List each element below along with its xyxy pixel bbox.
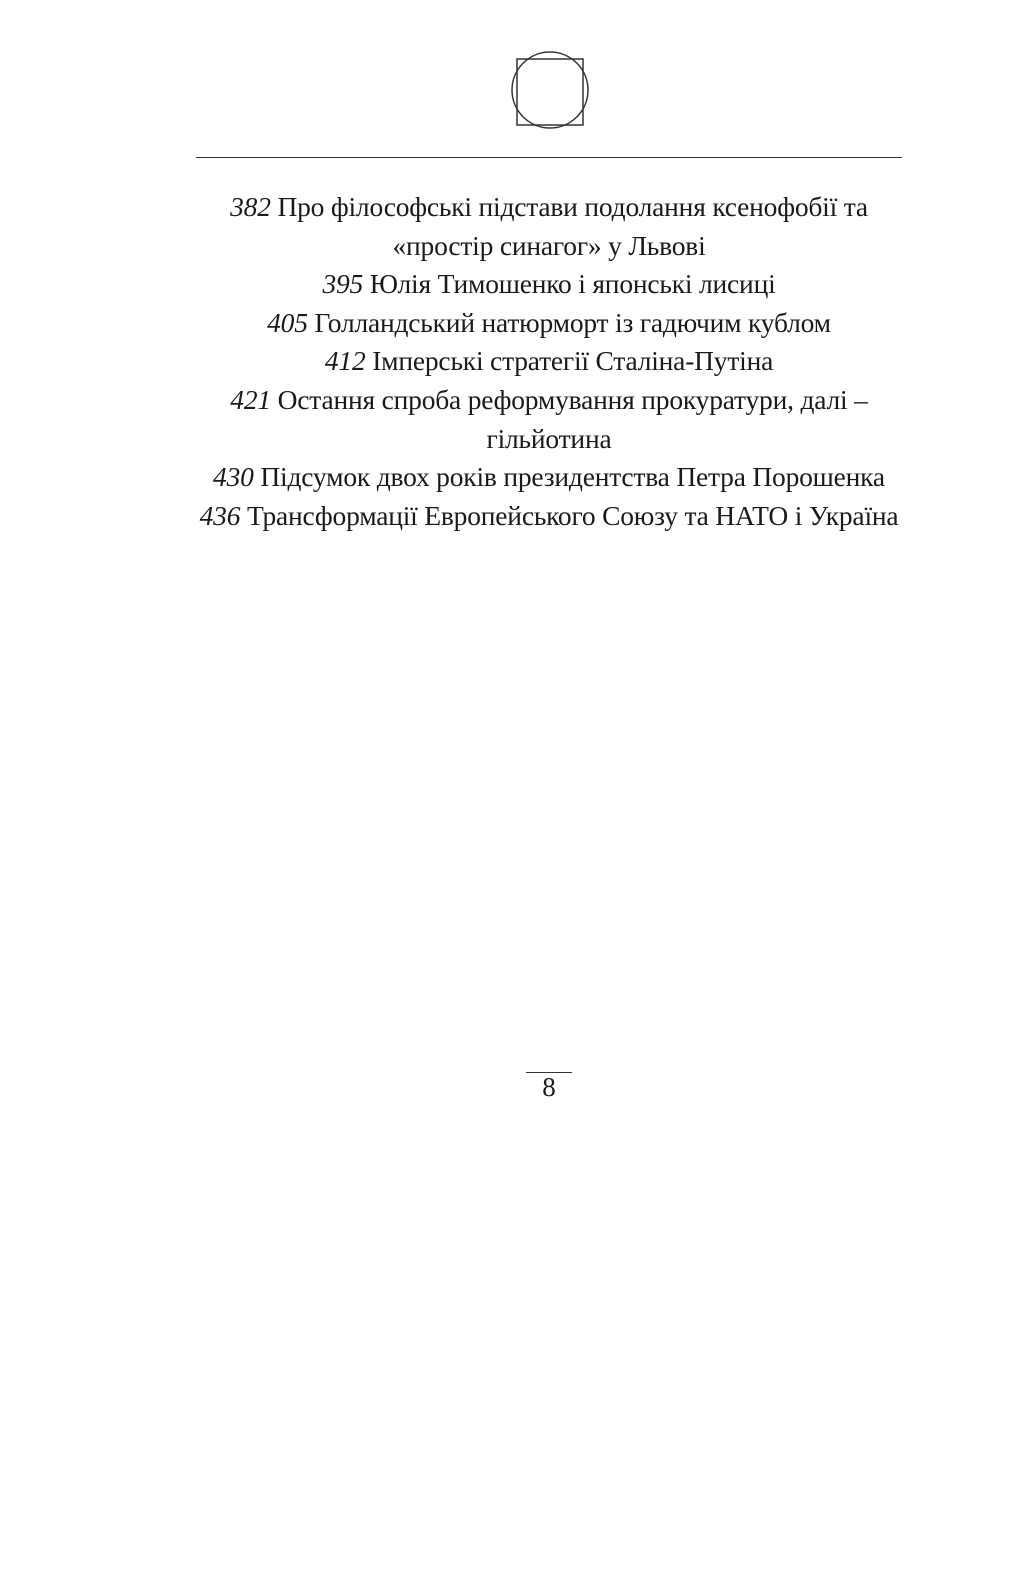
toc-title: Імперські стратегії Сталіна-Путіна xyxy=(372,345,774,377)
table-of-contents xyxy=(196,188,902,535)
toc-entry[interactable] xyxy=(196,265,902,304)
toc-page-number: 430 xyxy=(213,461,254,493)
toc-title: Остання спроба реформування прокуратури, далі – гільйотина xyxy=(277,383,868,454)
toc-page-number: 395 xyxy=(322,268,364,300)
circle-square-emblem-icon xyxy=(510,50,590,130)
toc-entry[interactable] xyxy=(196,304,902,343)
page-number: 8 xyxy=(542,1072,556,1102)
toc-entry[interactable] xyxy=(196,497,902,536)
toc-entry[interactable] xyxy=(196,381,902,458)
toc-page-number: 405 xyxy=(267,306,308,338)
toc-title: Про філософські підстави подолання ксенофобії та «простір синагог» у Львові xyxy=(277,191,868,261)
toc-title: Юлія Тимошенко і японські лисиці xyxy=(369,268,776,300)
header-divider xyxy=(196,157,902,158)
toc-entry[interactable] xyxy=(196,188,902,265)
toc-page-number: 412 xyxy=(324,345,366,377)
toc-page-number: 382 xyxy=(230,191,271,222)
toc-page-number: 436 xyxy=(199,499,241,531)
toc-entry[interactable] xyxy=(196,458,902,497)
toc-page-number: 421 xyxy=(230,383,271,415)
toc-title: Трансформації Европейського Союзу та НАТО і Україна xyxy=(246,499,899,531)
toc-title: Підсумок двох років президентства Петра Порошенка xyxy=(260,461,885,493)
toc-entry[interactable] xyxy=(196,342,902,381)
toc-title: Голландський натюрморт із гадючим кублом xyxy=(314,306,831,338)
